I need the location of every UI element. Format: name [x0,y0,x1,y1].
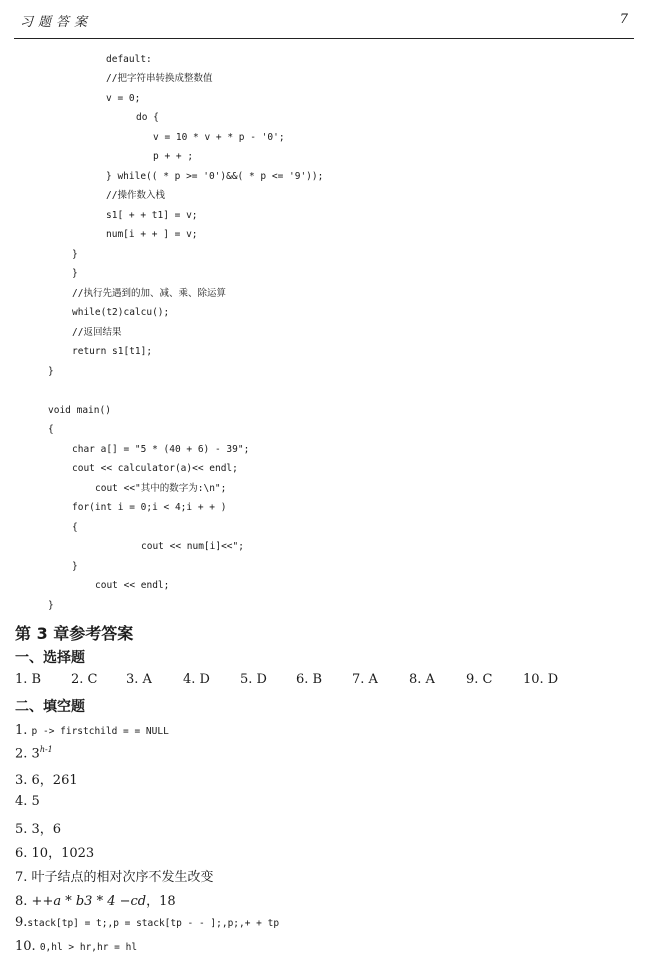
section-title-choice: 一、选择题 [15,650,85,666]
choice-answer: 5. D [240,672,267,687]
code-line: cout << endl; [95,580,170,591]
answer-number: 10. [15,939,36,954]
answer-exponent: h-1 [39,745,53,754]
code-line: } while(( * p >= '0')&&( * p <= '9')); [106,171,324,182]
answer-code: stack[tp] = t;,p = stack[tp - - ];,p;,+ + tp [27,918,280,929]
answer-value: ，18 [146,894,176,909]
code-line: cout << num[i]<<"; [141,541,244,552]
fill-answer-9 [15,915,279,930]
fill-answer-7: 7. 叶子结点的相对次序不发生改变 [15,870,214,885]
code-line: } [48,366,54,377]
fill-answer-6: 6. 10，1023 [15,846,95,861]
code-line: } [48,600,54,611]
choice-answer: 2. C [71,672,98,687]
code-line: default: [106,54,152,65]
fill-answer-8 [15,890,176,909]
choice-answer: 6. B [296,672,323,687]
fill-answer-10 [15,939,137,954]
answer-number: 8. [15,894,28,909]
choice-answer: 4. D [183,672,210,687]
choice-answer: 8. A [409,672,435,687]
fill-answer-3: 3. 6，261 [15,773,78,788]
code-line: void main() [48,405,111,416]
code-line: do { [136,112,159,123]
code-line: char a[] = "5 * (40 + 6) - 39"; [72,444,250,455]
code-line: } [72,561,78,572]
choice-answer: 9. C [466,672,493,687]
code-line: while(t2)calcu(); [72,307,170,318]
chapter-title: 第 3 章参考答案 [15,624,134,643]
code-line: //把字符串转换成整数值 [106,73,213,84]
answer-number: 2. [15,746,28,762]
code-line: { [48,424,54,435]
code-line: //返回结果 [72,327,122,338]
page-number: 7 [619,12,628,27]
answer-base: 3 [31,746,40,762]
code-line: //操作数入栈 [106,190,165,201]
answer-number: 1. [15,723,28,738]
answer-code: 0,hl > hr,hr = hl [39,942,138,953]
page-header [14,0,634,39]
fill-answer-2 [15,745,53,761]
code-line: s1[ + + t1] = v; [106,210,198,221]
fill-answer-5: 5. 3，6 [15,822,62,837]
code-line: v = 0; [106,93,141,104]
choice-answer: 10. D [523,672,559,687]
code-line: { [72,522,78,533]
choice-answer: 3. A [126,672,152,687]
choice-answer: 7. A [352,672,378,687]
code-line: v = 10 * v + * p - '0'; [153,132,285,143]
code-line: p + + ; [153,151,194,162]
code-line: return s1[t1]; [72,346,153,357]
fill-answer-1 [15,723,169,738]
code-line: cout << calculator(a)<< endl; [72,463,238,474]
choice-answer: 1. B [15,672,42,687]
code-line: //执行先遇到的加、减、乘、除运算 [72,288,226,299]
code-line: num[i + + ] = v; [106,229,198,240]
section-title-fill: 二、填空题 [15,699,85,715]
code-line: } [72,249,78,260]
code-line: for(int i = 0;i < 4;i + + ) [72,502,227,513]
running-title: 习题答案 [20,15,93,30]
fill-answer-4: 4. 5 [15,794,40,809]
answer-expression: ++a * b3 * 4 −cd [31,894,147,909]
code-line: } [72,268,78,279]
answer-number: 9. [15,915,28,930]
answer-code: p -> firstchild = = NULL [31,726,169,737]
code-line: cout <<"其中的数字为:\n"; [95,483,227,494]
